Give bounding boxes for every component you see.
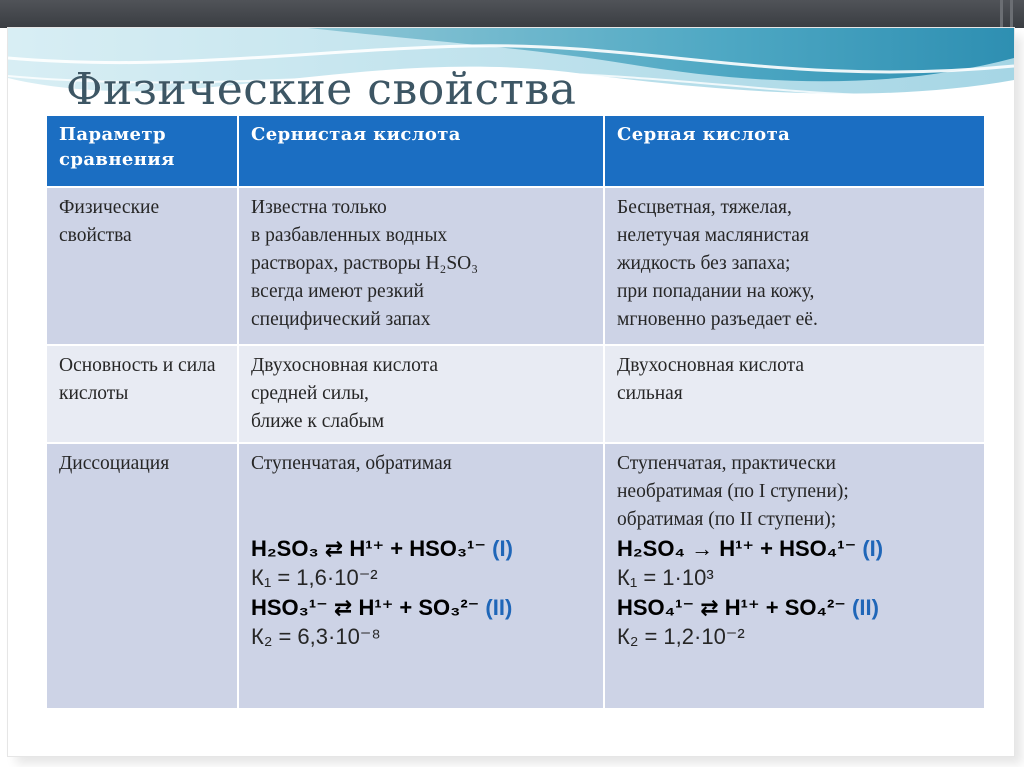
text-line: всегда имеют резкий <box>251 281 424 302</box>
comparison-table <box>45 114 986 710</box>
text-line: Ступенчатая, практически <box>617 453 836 474</box>
formula: H¹⁺ + HSO₃¹⁻ <box>349 536 486 561</box>
top-bar-tick <box>1010 0 1013 28</box>
formula: HSO₄¹⁻ <box>617 595 695 620</box>
text-line: ближе к слабым <box>251 411 385 432</box>
text-line: жидкость без запаха; <box>617 253 791 274</box>
constant-k1: К₁ = 1·10³ <box>617 565 714 590</box>
text-line <box>251 250 593 278</box>
sulfurous-cell <box>238 345 604 443</box>
sulfuric-cell <box>604 187 985 345</box>
sulfurous-cell <box>238 443 604 709</box>
slide-title: Физические свойства <box>66 64 577 115</box>
formula: H¹⁺ + HSO₄¹⁻ <box>719 536 857 561</box>
text-line: Известна только <box>251 197 387 218</box>
formula: H¹⁺ + SO₃²⁻ <box>358 595 480 620</box>
text-line: обратимая (по II ступени); <box>617 509 837 530</box>
text-line: Ступенчатая, обратимая <box>251 453 452 474</box>
text-line: Двухосновная кислота <box>617 355 805 376</box>
table-header-row <box>46 115 985 187</box>
constant-k2: К₂ = 6,3·10⁻⁸ <box>251 624 381 649</box>
stage-label: (I) <box>492 536 513 561</box>
text-line: в разбавленных водных <box>251 225 448 246</box>
header-sulfurous: Сернистая кислота <box>238 115 604 187</box>
header-sulfuric: Серная кислота <box>604 115 985 187</box>
stage-label: (II) <box>852 595 879 620</box>
top-bar-tick <box>1000 0 1003 28</box>
text-line: необратимая (по I ступени); <box>617 481 849 502</box>
table-row <box>46 443 985 709</box>
forward-arrow-icon: → <box>691 536 714 561</box>
table-row <box>46 345 985 443</box>
formula-h2so3: H₂SO₃ <box>425 253 479 274</box>
constant-k2: К₂ = 1,2·10⁻² <box>617 624 745 649</box>
header-param: Параметр сравнения <box>46 115 238 187</box>
reversible-arrow-icon: ⇄ <box>700 595 719 620</box>
param-cell: Основность и сила кислоты <box>46 345 238 443</box>
text-line: средней силы, <box>251 383 369 404</box>
text-line: Бесцветная, тяжелая, <box>617 197 792 218</box>
text-line: специфический запах <box>251 309 431 330</box>
param-cell: Физические свойства <box>46 187 238 345</box>
equation-line <box>251 534 593 563</box>
formula: H¹⁺ + SO₄²⁻ <box>724 595 846 620</box>
equation-line <box>617 593 974 622</box>
stage-label: (II) <box>485 595 513 620</box>
text-line: при попадании на кожу, <box>617 281 815 302</box>
text-line: нелетучая маслянистая <box>617 225 809 246</box>
stage-label: (I) <box>862 536 884 561</box>
text-line: сильная <box>617 383 683 404</box>
formula: H₂SO₄ <box>617 536 685 561</box>
reversible-arrow-icon: ⇄ <box>324 536 344 561</box>
text-line: Двухосновная кислота <box>251 355 439 376</box>
formula: HSO₃¹⁻ <box>251 595 328 620</box>
constant-k1: К₁ = 1,6·10⁻² <box>251 565 378 590</box>
equation-line <box>617 534 974 563</box>
equation-line <box>251 593 593 622</box>
top-bar <box>0 0 1024 28</box>
sulfuric-cell <box>604 443 985 709</box>
text-line: мгновенно разъедает её. <box>617 309 818 330</box>
reversible-arrow-icon: ⇄ <box>333 595 353 620</box>
sulfuric-cell <box>604 345 985 443</box>
formula: H₂SO₃ <box>251 536 319 561</box>
param-cell: Диссоциация <box>46 443 238 709</box>
text-fragment: растворах, растворы <box>251 253 426 274</box>
table-row <box>46 187 985 345</box>
sulfurous-cell <box>238 187 604 345</box>
